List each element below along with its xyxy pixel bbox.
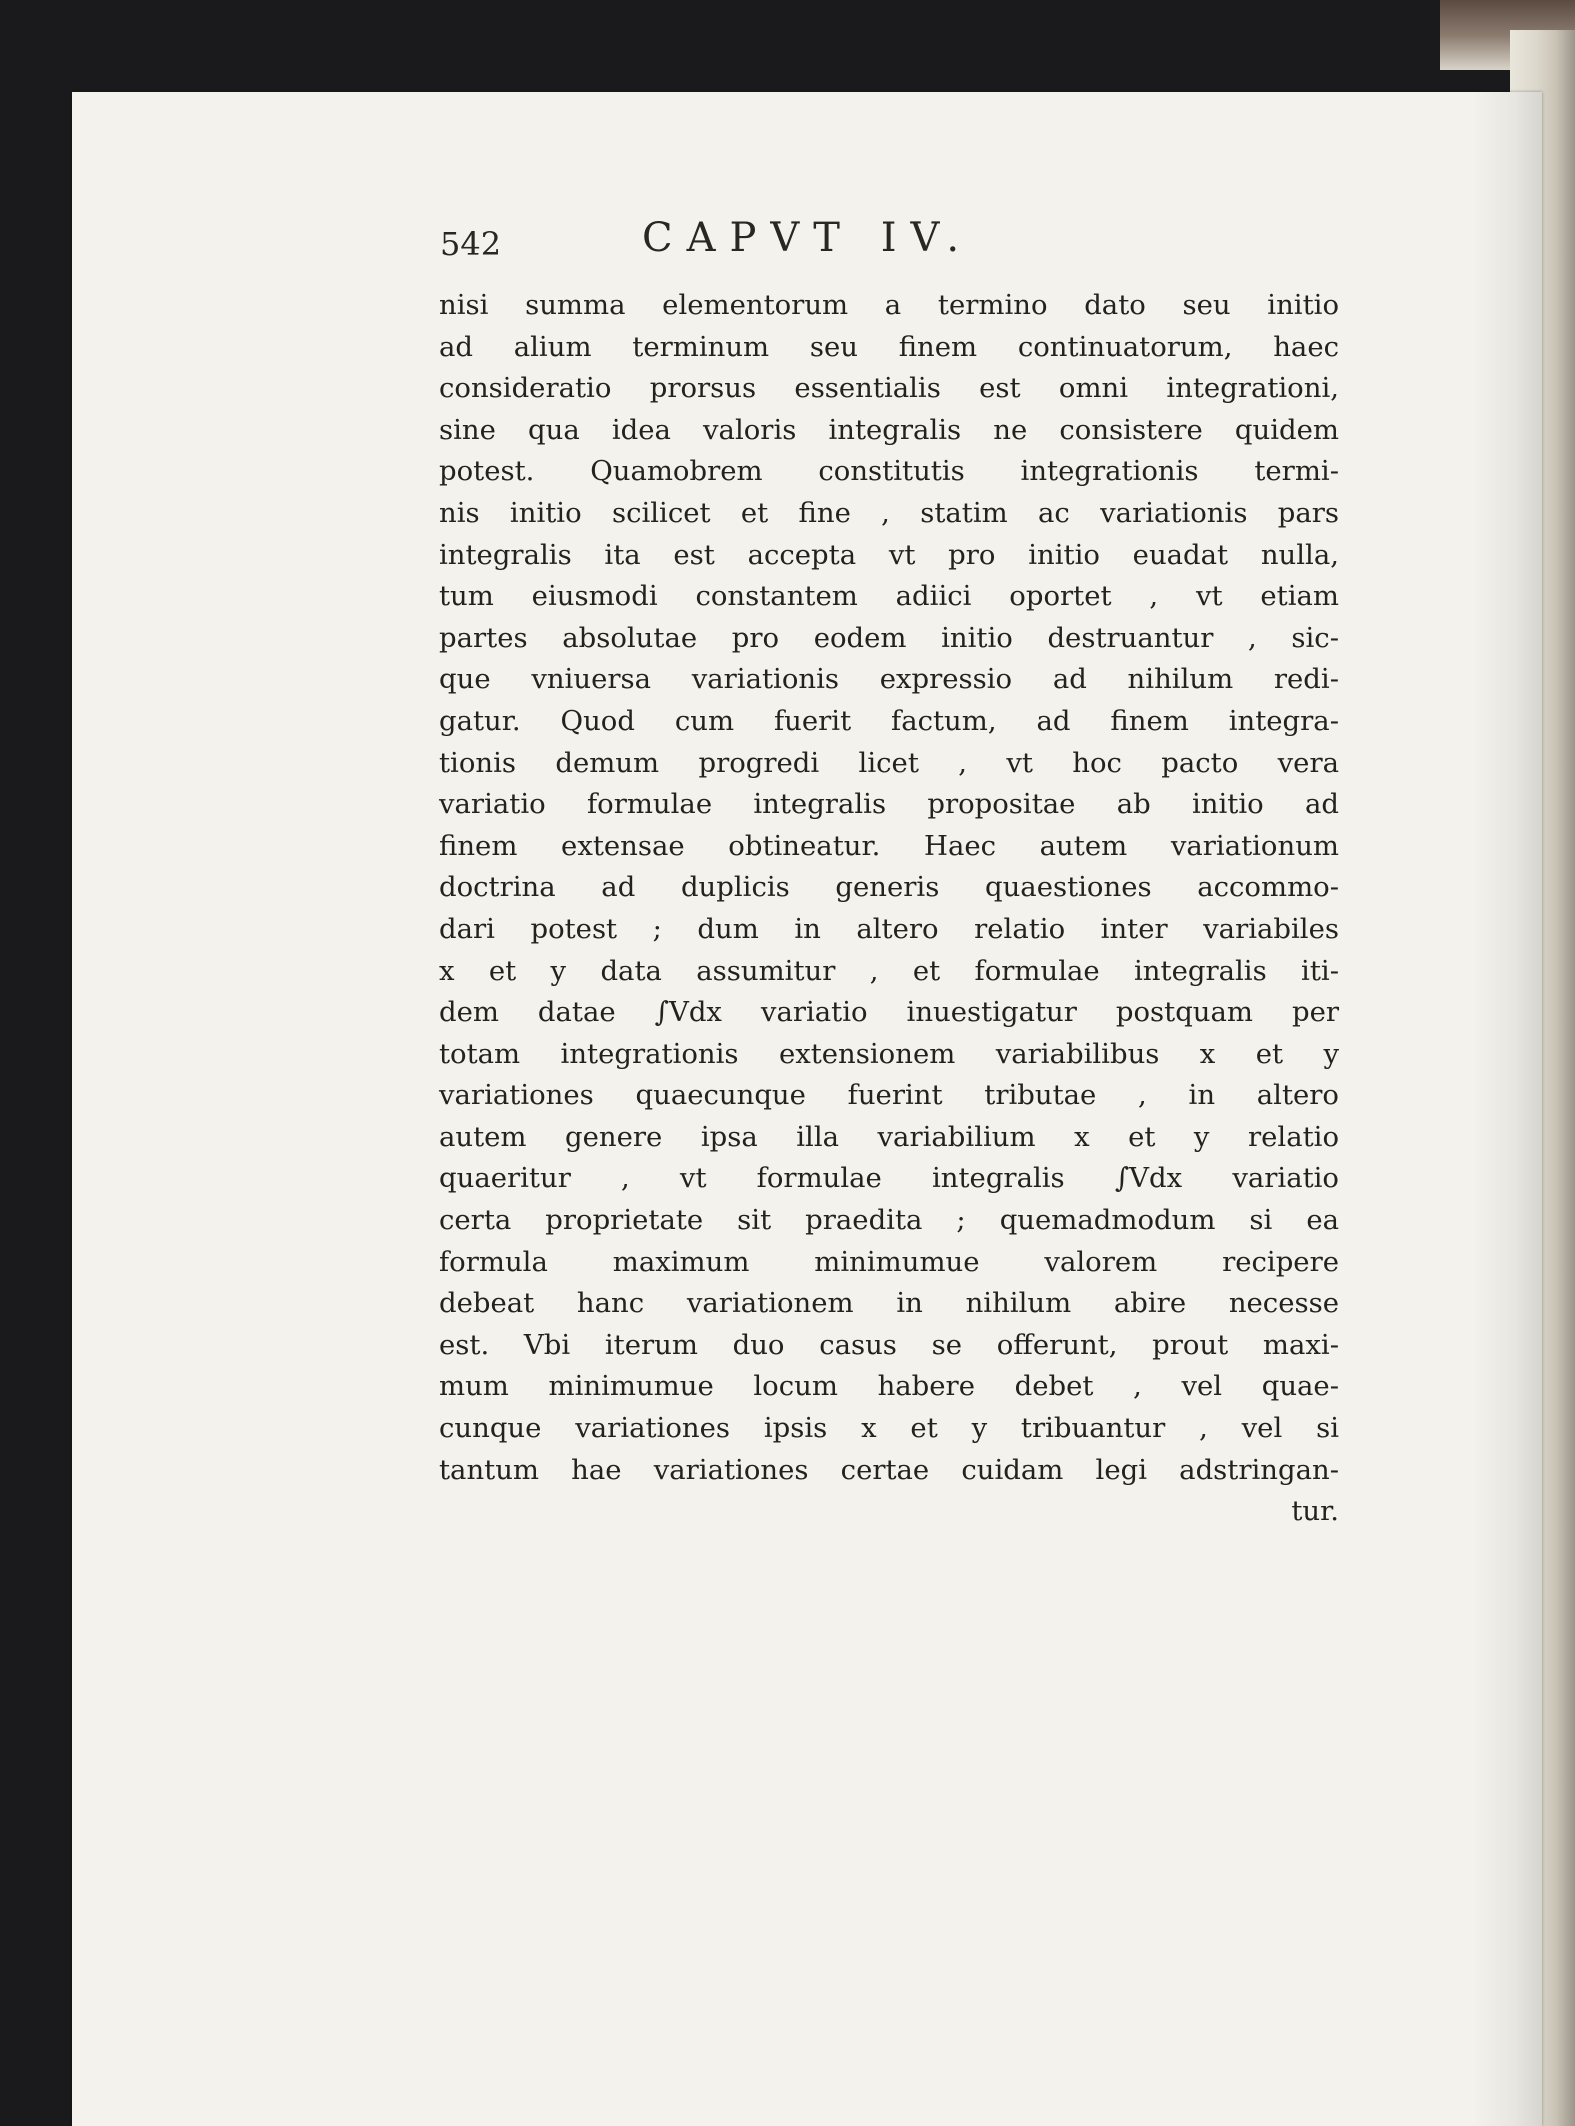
text-line: integralis ita est accepta vt pro initio euadat nulla, [439, 538, 1339, 571]
text-line: variatio formulae integralis propositae ab initio ad [439, 788, 1339, 821]
text-line: gatur. Quod cum fuerit factum, ad finem integra- [439, 704, 1339, 737]
text-line: doctrina ad duplicis generis quaestiones accommo- [439, 871, 1339, 904]
text-line: cunque variationes ipsis x et y tribuantur , vel si [439, 1412, 1339, 1445]
text-line-last: tur. [1291, 1495, 1339, 1528]
text-line: dari potest ; dum in altero relatio inter variabiles [439, 912, 1339, 945]
text-line: ad alium terminum seu finem continuatorum, haec [439, 330, 1339, 363]
text-line: debeat hanc variationem in nihilum abire necesse [439, 1287, 1339, 1320]
text-line: formula maximum minimumue valorem recipere [439, 1245, 1339, 1278]
text-line: que vniuersa variationis expressio ad nihilum redi- [439, 663, 1339, 696]
text-line: dem datae ∫Vdx variatio inuestigatur postquam per [439, 996, 1339, 1029]
running-head: CAPVT IV. [642, 215, 974, 261]
text-line: nisi summa elementorum a termino dato seu initio [439, 289, 1339, 321]
text-line: consideratio prorsus essentialis est omni integrationi, [439, 372, 1339, 405]
text-line: quaeritur , vt formulae integralis ∫Vdx variatio [439, 1162, 1339, 1195]
text-line: sine qua idea valoris integralis ne consistere quidem [439, 413, 1339, 446]
text-line: nis initio scilicet et fine , statim ac variationis pars [439, 496, 1339, 529]
text-line: est. Vbi iterum duo casus se offerunt, prout maxi- [439, 1328, 1339, 1361]
page-number: 542 [440, 225, 502, 263]
text-line: tantum hae variationes certae cuidam legi adstringan- [439, 1453, 1339, 1486]
text-line: finem extensae obtineatur. Haec autem variationum [439, 829, 1339, 862]
text-line: tum eiusmodi constantem adiici oportet , vt etiam [439, 580, 1339, 613]
text-line: totam integrationis extensionem variabilibus x et y [439, 1037, 1339, 1070]
text-line: certa proprietate sit praedita ; quemadmodum si ea [439, 1204, 1339, 1237]
body-text [439, 285, 1339, 1533]
text-line: x et y data assumitur , et formulae integralis iti- [439, 954, 1339, 987]
text-line: variationes quaecunque fuerint tributae , in altero [439, 1079, 1339, 1112]
text-line: mum minimumue locum habere debet , vel quae- [439, 1370, 1339, 1403]
text-line: potest. Quamobrem constitutis integrationis termi- [439, 455, 1339, 488]
text-line: autem genere ipsa illa variabilium x et y relatio [439, 1120, 1339, 1153]
text-line: tionis demum progredi licet , vt hoc pacto vera [439, 746, 1339, 779]
page-header [440, 215, 1340, 275]
text-line: partes absolutae pro eodem initio destruantur , sic- [439, 621, 1339, 654]
